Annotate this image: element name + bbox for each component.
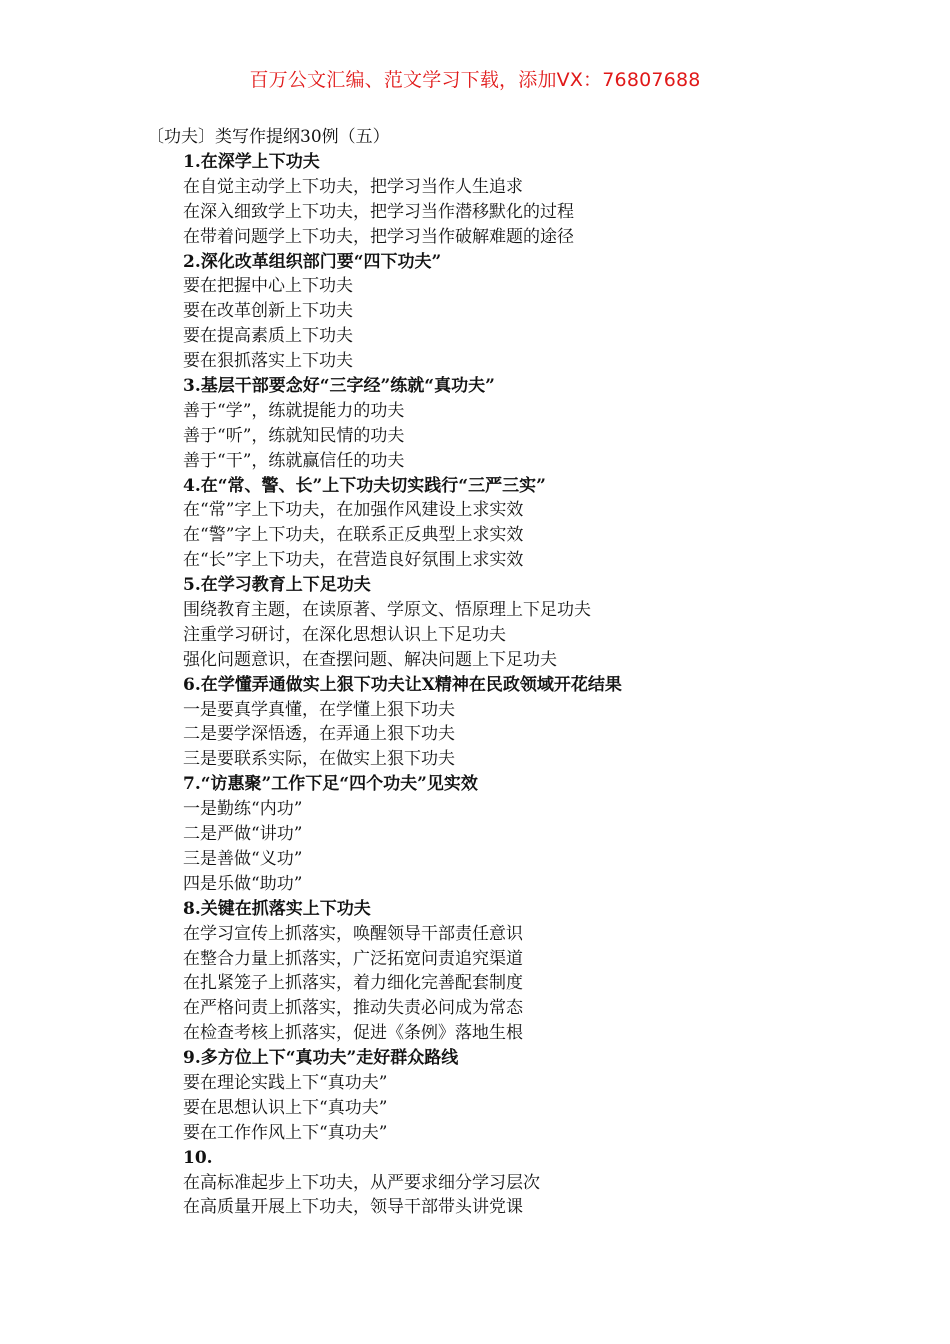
section-4 — [147, 474, 847, 574]
section-line: 一是勤练“内功” — [183, 799, 303, 820]
section-heading: 7.“访惠聚”工作下足“四个功夫”见实效 — [183, 774, 478, 795]
section-line: 在扎紧笼子上抓落实，着力细化完善配套制度 — [183, 973, 523, 994]
section-line: 在“常”字上下功夫，在加强作风建设上求实效 — [183, 500, 524, 521]
section-line: 在整合力量上抓落实，广泛拓宽问责追究渠道 — [183, 948, 523, 969]
section-3 — [147, 374, 847, 474]
document-title: 〔功夫〕类写作提纲30例（五） — [147, 127, 390, 147]
section-10 — [147, 1146, 847, 1221]
section-line: 在高标准起步上下功夫，从严要求细分学习层次 — [183, 1172, 540, 1193]
section-line: 要在理论实践上下“真功夫” — [183, 1072, 388, 1093]
section-heading: 8.关键在抓落实上下功夫 — [183, 898, 371, 919]
section-line: 三是要联系实际，在做实上狠下功夫 — [183, 749, 455, 770]
section-line: 三是善做“义功” — [183, 848, 303, 869]
section-line: 善于“学”，练就提能力的功夫 — [183, 400, 405, 421]
section-line: 要在狠抓落实上下功夫 — [183, 351, 353, 372]
section-line: 在严格问责上抓落实，推动失责必问成为常态 — [183, 998, 523, 1019]
section-line: 围绕教育主题，在读原著、学原文、悟原理上下足功夫 — [183, 600, 591, 621]
section-line: 要在工作作风上下“真功夫” — [183, 1122, 388, 1143]
section-line: 二是要学深悟透，在弄通上狠下功夫 — [183, 724, 455, 745]
section-line: 在“警”字上下功夫，在联系正反典型上求实效 — [183, 525, 524, 546]
section-list — [147, 150, 847, 1220]
section-heading: 4.在“常、警、长”上下功夫切实践行“三严三实” — [183, 475, 546, 496]
section-line: 在“长”字上下功夫，在营造良好氛围上求实效 — [183, 550, 524, 571]
watermark-banner: 百万公文汇编、范文学习下载，添加VX：76807688 — [249, 69, 701, 91]
section-line: 要在提高素质上下功夫 — [183, 326, 353, 347]
section-heading: 2.深化改革组织部门要“四下功夫” — [183, 251, 442, 272]
section-heading: 3.基层干部要念好“三字经”练就“真功夫” — [183, 376, 495, 397]
section-8 — [147, 897, 847, 1046]
section-line: 四是乐做“助功” — [183, 873, 303, 894]
section-heading: 10. — [183, 1147, 213, 1168]
section-line: 要在把握中心上下功夫 — [183, 276, 353, 297]
section-9 — [147, 1046, 847, 1146]
section-line: 注重学习研讨，在深化思想认识上下足功夫 — [183, 624, 506, 645]
section-6 — [147, 673, 847, 773]
section-7 — [147, 772, 847, 896]
section-line: 善于“听”，练就知民情的功夫 — [183, 425, 405, 446]
section-line: 强化问题意识，在查摆问题、解决问题上下足功夫 — [183, 649, 557, 670]
section-line: 在深入细致学上下功夫，把学习当作潜移默化的过程 — [183, 201, 574, 222]
section-line: 在检查考核上抓落实，促进《条例》落地生根 — [183, 1023, 523, 1044]
section-line: 二是严做“讲功” — [183, 824, 303, 845]
section-heading: 6.在学懂弄通做实上狠下功夫让X精神在民政领域开花结果 — [183, 674, 622, 695]
section-line: 善于“干”，练就赢信任的功夫 — [183, 450, 405, 471]
section-line: 要在改革创新上下功夫 — [183, 301, 353, 322]
document-body — [147, 125, 847, 1220]
section-line: 要在思想认识上下“真功夫” — [183, 1097, 388, 1118]
section-heading: 5.在学习教育上下足功夫 — [183, 575, 371, 596]
section-5 — [147, 573, 847, 673]
section-line: 在学习宣传上抓落实，唤醒领导干部责任意识 — [183, 923, 523, 944]
section-heading: 9.多方位上下“真功夫”走好群众路线 — [183, 1048, 459, 1069]
section-line: 在高质量开展上下功夫，领导干部带头讲党课 — [183, 1197, 523, 1218]
section-line: 在自觉主动学上下功夫，把学习当作人生追求 — [183, 176, 523, 197]
section-1 — [147, 150, 847, 250]
section-line: 在带着问题学上下功夫，把学习当作破解难题的途径 — [183, 226, 574, 247]
section-heading: 1.在深学上下功夫 — [183, 152, 320, 172]
section-2 — [147, 250, 847, 374]
section-line: 一是要真学真懂，在学懂上狠下功夫 — [183, 699, 455, 720]
